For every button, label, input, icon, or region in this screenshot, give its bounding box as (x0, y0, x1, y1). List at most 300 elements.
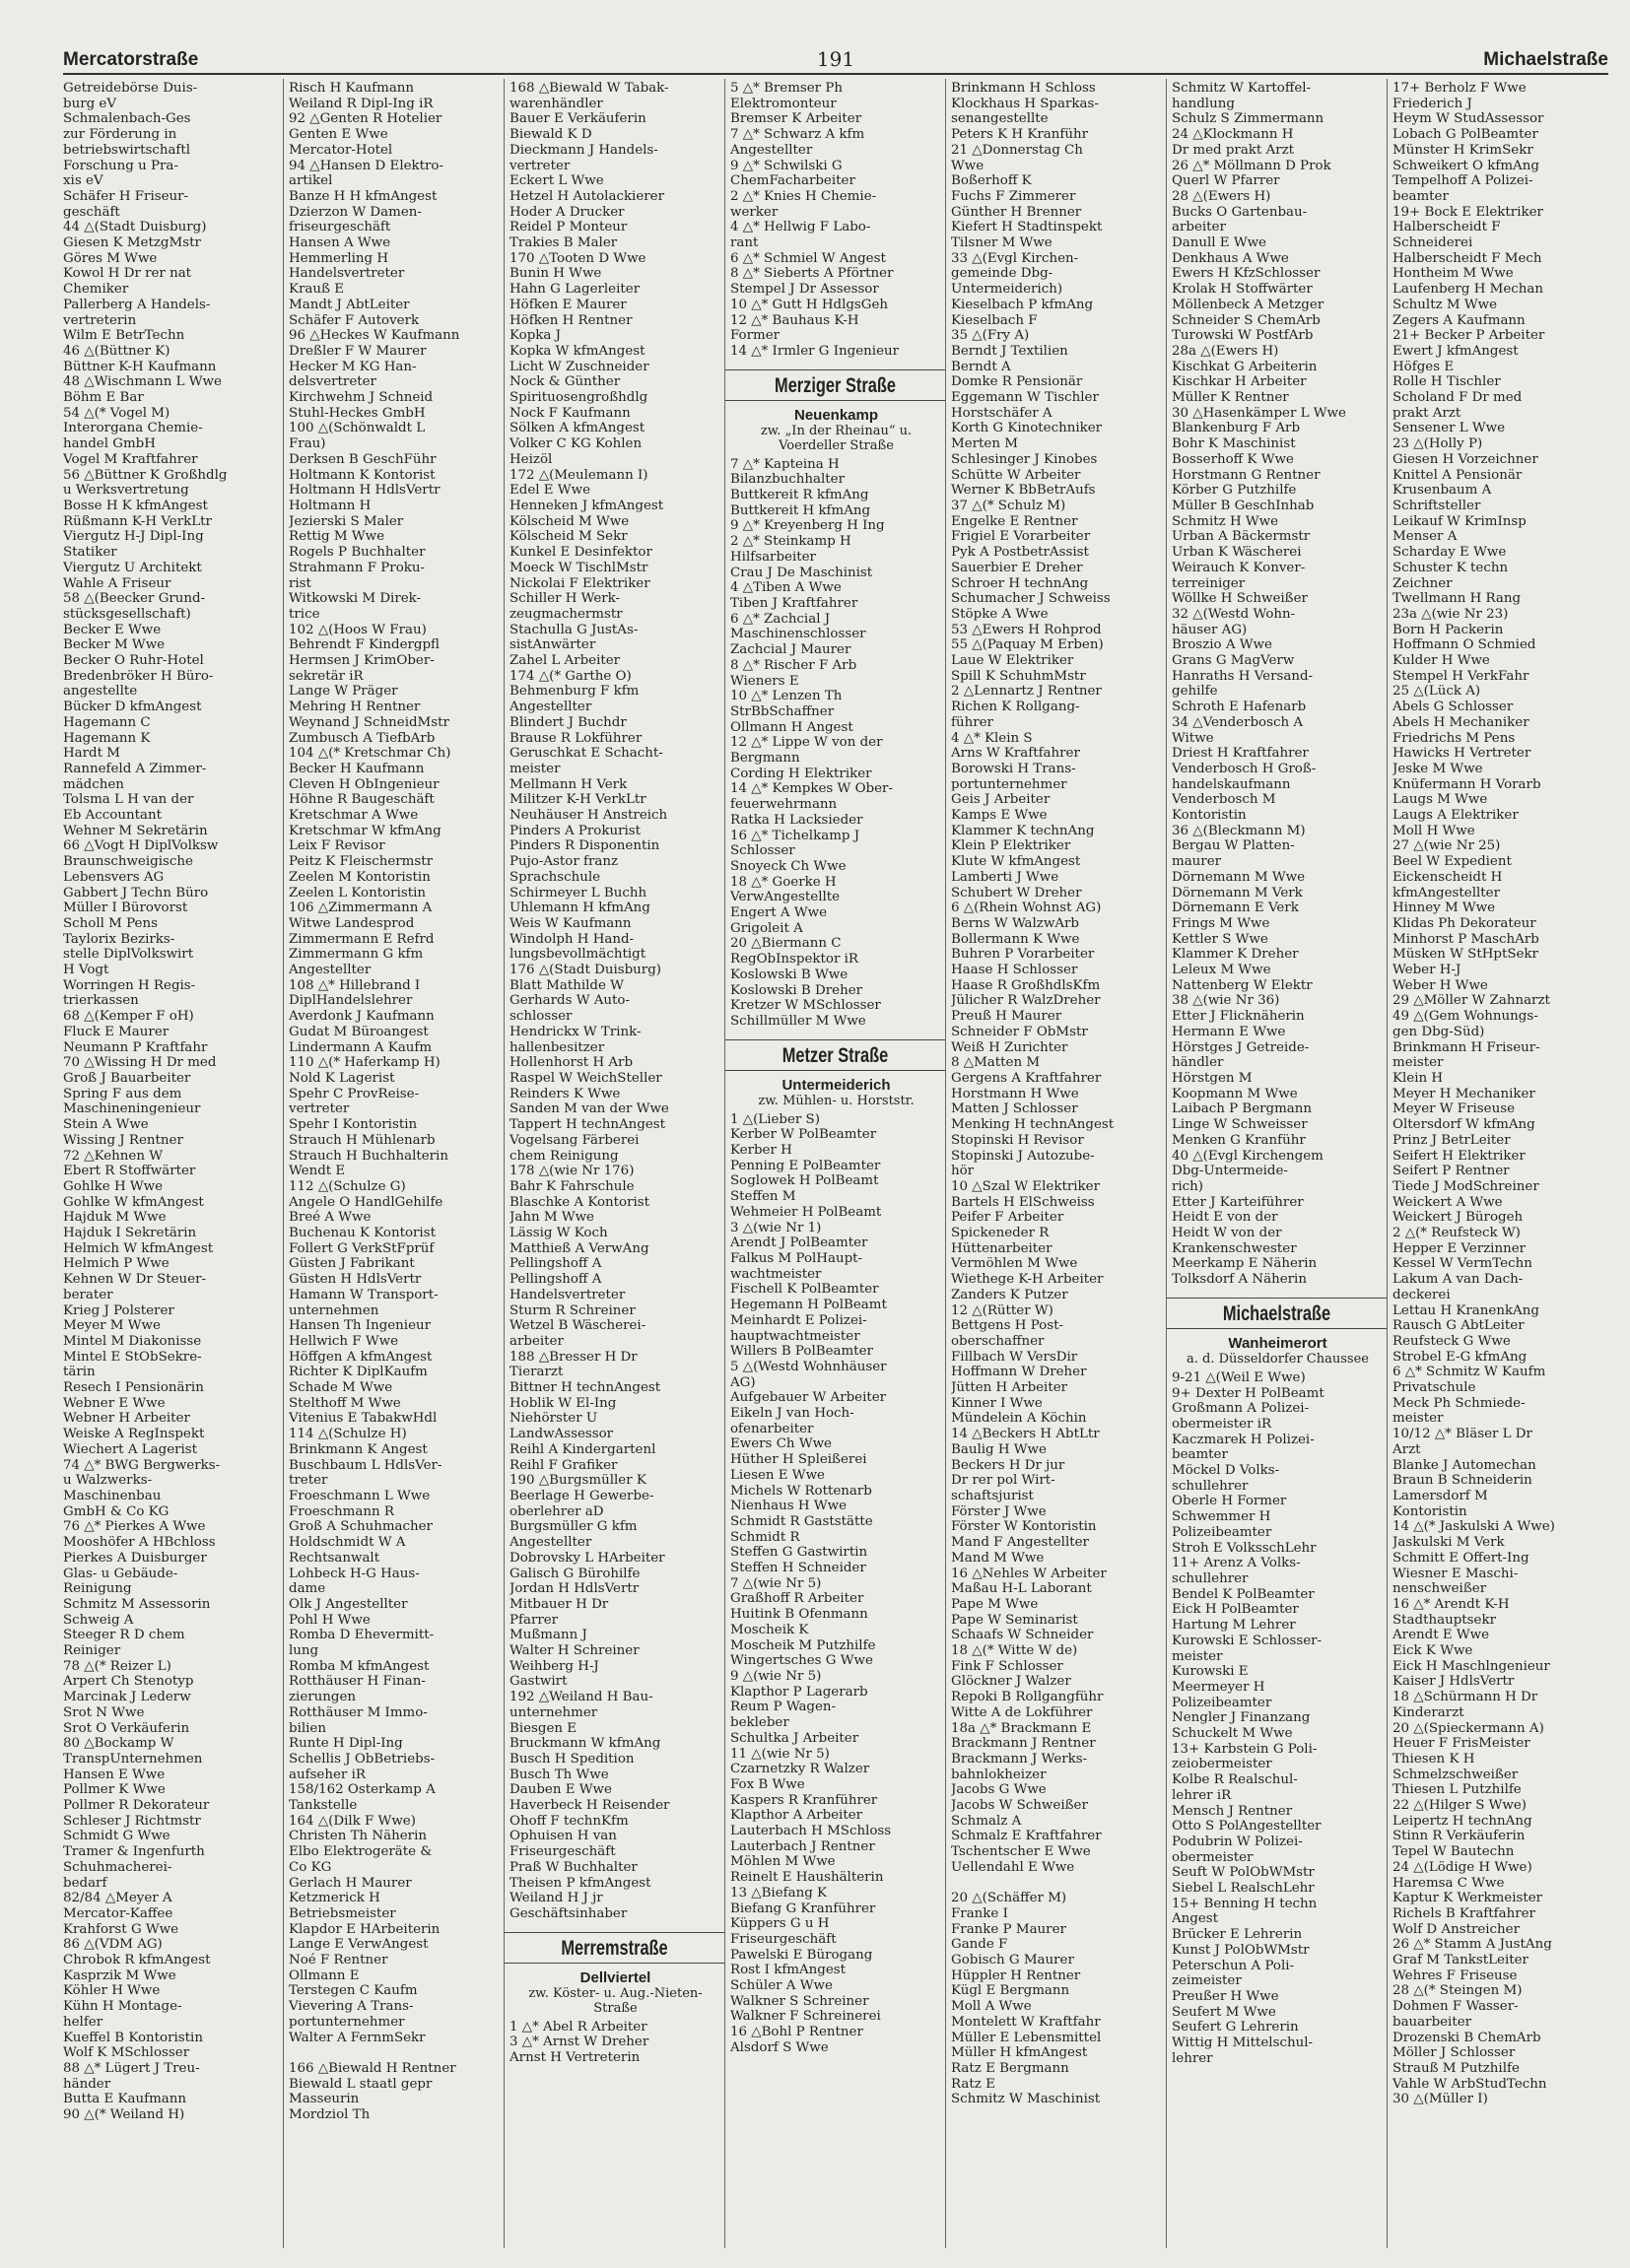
directory-entry: Schlesinger J Kinobes (951, 451, 1098, 467)
directory-entry: 16 △Nehles W Arbeiter (951, 1566, 1107, 1581)
directory-entry: 18a △* Brackmann E (951, 1720, 1092, 1736)
directory-entry: Risch H Kaufmann (289, 81, 415, 96)
directory-entry: Friederich J (1392, 96, 1472, 111)
directory-entry: Seifert H Elektriker (1392, 1148, 1526, 1164)
directory-entry: Romba M kfmAngest (289, 1658, 430, 1674)
directory-entry: Hajduk M Wwe (63, 1210, 167, 1226)
directory-entry: Stachulla G JustAs- (509, 622, 639, 637)
directory-entry: 114 △(Schulze H) (289, 1427, 407, 1442)
directory-entry: 86 △(VDM AG) (63, 1937, 163, 1953)
directory-entry: 72 △Kehnen W (63, 1148, 163, 1164)
directory-entry: Vahle W ArbStudTechn (1392, 2076, 1547, 2092)
directory-entry: Haase R GroßhdlsKfm (951, 977, 1101, 993)
directory-entry: Windolph H Hand- (509, 931, 635, 947)
directory-entry: Möller J Schlosser (1392, 2045, 1516, 2061)
directory-entry: 164 △(Dilk F Wwe) (289, 1813, 416, 1829)
directory-entry: Pape M Wwe (951, 1596, 1039, 1612)
directory-entry: Göres M Wwe (63, 250, 158, 266)
directory-entry: werker (730, 204, 779, 220)
directory-entry: Schuckelt M Wwe (1172, 1726, 1293, 1742)
directory-entry: Nienhaus H Wwe (730, 1499, 847, 1514)
directory-entry: 44 △(Stadt Duisburg) (63, 220, 207, 235)
directory-entry: 3 △(wie Nr 1) (730, 1220, 822, 1235)
directory-entry: Scharday E Wwe (1392, 545, 1507, 561)
directory-entry: Hahn G Lagerleiter (509, 282, 641, 298)
directory-columns (63, 79, 1608, 2248)
directory-entry: Stroh E VolksschLehr (1172, 1540, 1317, 1556)
directory-entry: Terstegen C Kaufm (289, 1983, 418, 1999)
directory-entry: 102 △(Hoos W Frau) (289, 622, 427, 637)
directory-entry: Berns W WalzwArb (951, 915, 1079, 931)
directory-entry: TranspUnternehmen (63, 1751, 203, 1767)
directory-entry: Groß A Schuhmacher (289, 1519, 433, 1535)
directory-entry: Bremser K Arbeiter (730, 111, 862, 127)
directory-entry: Witte A de Lokführer (951, 1704, 1093, 1720)
directory-entry: 158/162 Osterkamp A (289, 1782, 436, 1798)
directory-entry: Leikauf W KrimInsp (1392, 513, 1527, 529)
directory-entry: Steffen H Schneider (730, 1561, 866, 1576)
directory-entry: VerwAngestellte (730, 890, 841, 905)
directory-entry: Reihl F Grafiker (509, 1457, 618, 1473)
directory-entry: Reinders K Wwe (509, 1086, 621, 1101)
directory-entry: Kulder H Wwe (1392, 653, 1490, 669)
directory-entry: Blanke J Automechan (1392, 1457, 1536, 1473)
directory-entry: Klockhaus H Sparkas- (951, 96, 1099, 111)
directory-entry: 10 △Szal W Elektriker (951, 1178, 1100, 1194)
directory-entry: Peters K H Kranführ (951, 127, 1088, 143)
directory-entry: Höffgen A kfmAngest (289, 1349, 433, 1365)
directory-entry: Lettau H KranenkAng (1392, 1302, 1539, 1318)
directory-entry: Christen Th Näherin (289, 1829, 427, 1844)
directory-entry: Heizöl (509, 451, 553, 467)
directory-entry: Srot O Verkäuferin (63, 1720, 190, 1736)
directory-entry: 5 △* Bremser Ph (730, 81, 843, 96)
directory-entry: Stempel H VerkFahr (1392, 668, 1529, 684)
street-heading (505, 1932, 724, 1964)
directory-entry: Burgsmüller G kfm (509, 1519, 638, 1535)
directory-entry: Borowski H Trans- (951, 761, 1076, 776)
directory-entry: 10/12 △* Bläser L Dr (1392, 1427, 1532, 1442)
column-4 (725, 79, 946, 2248)
directory-entry: Eckert L Wwe (509, 173, 604, 189)
directory-entry: Praß W Buchhalter (509, 1859, 638, 1875)
directory-entry: Merten M (951, 436, 1018, 452)
directory-entry: Meerkamp E Näherin (1172, 1256, 1318, 1272)
directory-entry: Weiland R Dipl-Ing iR (289, 96, 434, 111)
directory-entry: Hellwich F Wwe (289, 1333, 398, 1349)
directory-entry: Stopinski H Revisor (951, 1132, 1084, 1148)
directory-entry: 68 △(Kemper F oH) (63, 1009, 194, 1025)
directory-entry: Bohr K Maschinist (1172, 436, 1296, 452)
directory-entry: Lohbeck H-G Haus- (289, 1566, 420, 1581)
directory-entry: Kinner I Wwe (951, 1395, 1043, 1411)
directory-entry: 35 △(Fry A) (951, 328, 1030, 344)
directory-entry: Werner K BbBetrAufs (951, 483, 1096, 499)
directory-entry: Niehörster U (509, 1411, 598, 1427)
directory-entry: Etter J Flicknäherin (1172, 1009, 1305, 1025)
directory-entry: Kueffel B Kontoristin (63, 2030, 203, 2045)
directory-entry: Krusenbaum A (1392, 483, 1492, 499)
column-1 (63, 79, 284, 2248)
directory-entry: vertreterin (63, 312, 137, 328)
directory-entry: Bücker D kfmAngest (63, 700, 202, 715)
directory-entry: Biewald K D (509, 127, 592, 143)
directory-entry: Schneider F ObMstr (951, 1024, 1088, 1039)
directory-entry: dame (289, 1581, 326, 1597)
directory-entry: meister (509, 761, 561, 776)
directory-entry: rich) (1172, 1178, 1204, 1194)
directory-entry: Mercator-Kaffee (63, 1905, 173, 1921)
directory-entry: Spirituosengroßhdlg (509, 390, 648, 406)
directory-entry: Glas- u Gebäude- (63, 1566, 178, 1581)
directory-entry: Krahforst G Wwe (63, 1921, 179, 1937)
directory-entry: lung (289, 1643, 319, 1659)
directory-entry: Hagemann C (63, 714, 151, 730)
directory-entry: 88 △* Lügert J Treu- (63, 2061, 200, 2076)
directory-entry: Gudat M Büroangest (289, 1024, 429, 1039)
directory-entry: warenhändler (509, 96, 603, 111)
directory-entry: Prinz J BetrLeiter (1392, 1132, 1511, 1148)
directory-entry: 24 △(Lödige H Wwe) (1392, 1859, 1532, 1875)
column-2 (284, 79, 505, 2248)
directory-entry: häuser AG) (1172, 622, 1248, 637)
directory-entry: Dbg-Untermeide- (1172, 1164, 1288, 1179)
running-head-left: Mercatorstraße (63, 49, 199, 70)
directory-entry: Pohl H Wwe (289, 1612, 371, 1628)
directory-entry: 1 △* Abel R Arbeiter (509, 2019, 647, 2035)
directory-entry: Arpert Ch Stenotyp (63, 1674, 194, 1690)
directory-entry: 54 △(* Vogel M) (63, 405, 170, 421)
directory-entry: Angele O HandlGehilfe (289, 1194, 443, 1210)
directory-entry: Venderbosch H Groß- (1172, 761, 1317, 776)
directory-entry: Ewers H KfzSchlosser (1172, 266, 1321, 282)
directory-entry: Meyer W Friseuse (1392, 1101, 1515, 1117)
directory-entry: Falkus M PolHaupt- (730, 1251, 863, 1266)
directory-entry: Lindermann A Kaufm (289, 1039, 433, 1055)
directory-entry: Hecker M KG Han- (289, 359, 417, 374)
directory-entry: Kunst J PolObWMstr (1172, 1942, 1310, 1958)
district-note: a. d. Düsseldorfer Chaussee (1187, 1351, 1369, 1367)
directory-entry: Bucks O Gartenbau- (1172, 204, 1308, 220)
directory-entry: Frau) (289, 436, 326, 452)
directory-entry: 8 △* Sieberts A Pförtner (730, 266, 894, 282)
directory-entry: Strauch H Mühlenarb (289, 1132, 436, 1148)
directory-entry: Ewert J kfmAngest (1392, 343, 1519, 359)
directory-entry: 6 △(Rhein Wohnst AG) (951, 901, 1102, 916)
directory-entry: 11+ Arenz A Volks- (1172, 1556, 1301, 1571)
directory-entry: 10 △* Gutt H HdlgsGeh (730, 297, 889, 312)
directory-entry: 178 △(wie Nr 176) (509, 1164, 635, 1179)
directory-entry: Eickenscheidt H (1392, 869, 1503, 885)
directory-entry: Eggemann W Tischler (951, 390, 1099, 406)
directory-entry: Walter A FernmSekr (289, 2030, 426, 2045)
directory-entry: bauarbeiter (1392, 2014, 1472, 2030)
directory-entry: Schultz M Wwe (1392, 297, 1498, 312)
directory-entry: Untermeiderich) (951, 282, 1063, 298)
directory-entry: Fuchs F Zimmerer (951, 188, 1076, 204)
directory-entry: oberschaffner (951, 1333, 1045, 1349)
directory-entry: Reum P Wagen- (730, 1700, 837, 1715)
directory-entry: Schlosser (730, 843, 795, 859)
directory-entry: berater (63, 1287, 113, 1302)
directory-entry: Preuß H Maurer (951, 1009, 1062, 1025)
directory-entry: Alsdorf S Wwe (730, 2039, 829, 2055)
directory-entry: Zeelen M Kontoristin (289, 869, 431, 885)
directory-entry: Zimmermann E Refrd (289, 931, 435, 947)
directory-entry: händler (1172, 1055, 1224, 1071)
directory-entry: chem Reinigung (509, 1148, 619, 1164)
directory-entry: Schellis J ObBetriebs- (289, 1751, 436, 1767)
directory-entry: Militzer K-H VerkLtr (509, 792, 646, 808)
directory-entry: Willers B PolBeamter (730, 1344, 873, 1360)
directory-entry: Huitink B Ofenmann (730, 1607, 868, 1623)
directory-entry: Pyk A PostbetrAssist (951, 545, 1089, 561)
directory-entry: Resech I Pensionärin (63, 1380, 204, 1396)
directory-entry: Engert A Wwe (730, 905, 828, 921)
directory-entry: Biewald L staatl gepr (289, 2076, 433, 2092)
directory-entry: Henneken J kfmAngest (509, 498, 664, 513)
directory-entry: 24 △Klockmann H (1172, 127, 1294, 143)
directory-entry: 10 △* Lenzen Th (730, 689, 843, 704)
directory-entry: Wahle A Friseur (63, 575, 171, 591)
directory-entry: treter (289, 1473, 328, 1489)
directory-entry: Wissing J Rentner (63, 1132, 183, 1148)
directory-entry: Müsken W StHptSekr (1392, 947, 1538, 963)
directory-entry: Möhlen M Wwe (730, 1854, 836, 1870)
directory-entry: Haase H Schlosser (951, 963, 1078, 978)
directory-entry: 13 △Biefang K (730, 1885, 828, 1901)
directory-entry: Strauch H Buchhalterin (289, 1148, 448, 1164)
directory-entry: Reiniger (63, 1643, 121, 1659)
directory-entry: Twellmann H Rang (1392, 591, 1522, 607)
directory-entry: Penning E PolBeamter (730, 1158, 881, 1173)
directory-entry: Dohmen F Wasser- (1392, 1999, 1519, 2015)
directory-entry: Otto S PolAngestellter (1172, 1819, 1322, 1834)
directory-entry: Grans G MagVerw (1172, 653, 1295, 669)
directory-entry: bahnlokheizer (951, 1767, 1047, 1782)
directory-entry: Angestellter (730, 142, 813, 158)
directory-entry: Mand M Wwe (951, 1550, 1045, 1566)
directory-entry: Ketzmerick H (289, 1891, 380, 1906)
directory-entry: Höfken E Maurer (509, 297, 627, 312)
directory-entry: 9 △(wie Nr 5) (730, 1668, 822, 1684)
directory-entry: Zahel L Arbeiter (509, 653, 621, 669)
directory-entry: Holtmann H (289, 498, 372, 513)
directory-entry: feuerwehrmann (730, 797, 838, 813)
directory-entry: Jacobs G Wwe (951, 1782, 1047, 1798)
directory-entry: Webner E Wwe (63, 1395, 166, 1411)
directory-entry: 9 △* Schwilski G (730, 158, 843, 173)
directory-entry: unternehmen (289, 1302, 379, 1318)
directory-entry: Laugs M Wwe (1392, 792, 1488, 808)
directory-entry: LandwAssessor (509, 1427, 614, 1442)
directory-entry: hauptwachtmeister (730, 1328, 860, 1344)
directory-entry: Wilm E BetrTechn (63, 328, 185, 344)
directory-entry: Lange E VerwAngest (289, 1937, 429, 1953)
directory-entry: deckerei (1392, 1287, 1451, 1302)
directory-entry: Polizeibeamter (1172, 1695, 1272, 1710)
directory-entry: lehrer iR (1172, 1787, 1232, 1803)
directory-entry: obermeister iR (1172, 1416, 1272, 1432)
directory-entry: 7 △* Kapteina H (730, 456, 840, 472)
directory-entry: Bergau W Platten- (1172, 838, 1295, 854)
directory-entry: Domke R Pensionär (951, 374, 1083, 390)
directory-entry: Leipertz H technAng (1392, 1813, 1532, 1829)
directory-entry: 192 △Weiland H Bau- (509, 1690, 653, 1705)
directory-entry: Frigiel E Vorarbeiter (951, 529, 1091, 545)
directory-entry: Schaafs W Schneider (951, 1628, 1094, 1643)
directory-entry: Fluck E Maurer (63, 1024, 170, 1039)
directory-entry: 100 △(Schönwaldt L (289, 421, 426, 436)
directory-entry: Nattenberg W Elektr (1172, 977, 1313, 993)
directory-entry: Mordziol Th (289, 2107, 371, 2123)
directory-entry: Kasprzik M Wwe (63, 1968, 176, 1983)
directory-entry: Schillmüller M Wwe (730, 1013, 866, 1029)
directory-entry: Turowski W PostfArb (1172, 328, 1314, 344)
directory-entry: Jülicher R WalzDreher (951, 993, 1101, 1009)
directory-entry: u Walzwerks- (63, 1473, 153, 1489)
directory-entry: Gohlke W kfmAngest (63, 1194, 204, 1210)
directory-entry: schaftsjurist (951, 1488, 1034, 1503)
directory-entry: Mercator-Hotel (289, 142, 393, 158)
directory-entry: händer (63, 2076, 111, 2092)
directory-entry: Angestellter (509, 700, 592, 715)
directory-entry: Berndt A (951, 359, 1011, 374)
directory-entry: Liesen E Wwe (730, 1467, 825, 1483)
directory-entry: 108 △* Hillebrand I (289, 977, 421, 993)
directory-entry: helfer (63, 2014, 103, 2030)
directory-entry: Kessel W VermTechn (1392, 1256, 1532, 1272)
directory-entry: Maschinenbau (63, 1488, 162, 1503)
directory-entry: Marcinak J Lederw (63, 1690, 191, 1705)
directory-entry: Müller I Bürovorst (63, 901, 188, 916)
directory-entry: 9 △* Kreyenberg H Ing (730, 518, 885, 534)
directory-entry: tärin (63, 1365, 96, 1380)
directory-entry: Klute W kfmAngest (951, 854, 1081, 870)
directory-entry: Tempelhoff A Polizei- (1392, 173, 1533, 189)
directory-entry: Hajduk I Sekretärin (63, 1226, 197, 1241)
directory-entry: Abels H Mechaniker (1392, 714, 1529, 730)
directory-entry: 58 △(Beecker Grund- (63, 591, 206, 607)
directory-entry: Wolf K MSchlosser (63, 2045, 190, 2061)
directory-entry: Kretzer W MSchlosser (730, 998, 881, 1014)
directory-entry: 26 △* Möllmann D Prok (1172, 158, 1331, 173)
directory-entry: Rechtsanwalt (289, 1550, 380, 1566)
directory-entry: 6 △* Schmitz W Kaufm (1392, 1365, 1546, 1380)
directory-entry: Kurowski E Schlosser- (1172, 1633, 1323, 1648)
directory-entry: Edel E Wwe (509, 483, 590, 499)
directory-entry: Koopmann M Wwe (1172, 1086, 1298, 1101)
directory-entry: Reihl A Kindergartenl (509, 1441, 656, 1457)
directory-entry: Buchenau K Kontorist (289, 1226, 436, 1241)
directory-entry: Taylorix Bezirks- (63, 931, 175, 947)
directory-entry: Moscheik M Putzhilfe (730, 1637, 876, 1653)
directory-entry: Arnst H Vertreterin (509, 2050, 641, 2066)
directory-entry: Schroer H technAng (951, 575, 1089, 591)
directory-entry: Mintel M Diakonisse (63, 1333, 202, 1349)
directory-entry: Heuer F FrisMeister (1392, 1736, 1530, 1752)
directory-entry: Müller E Lebensmittel (951, 2030, 1102, 2045)
directory-entry: Giesen K MetzgMstr (63, 235, 201, 251)
directory-entry: Zachcial J Maurer (730, 642, 851, 658)
directory-entry: Peitz K Fleischermstr (289, 854, 434, 870)
directory-entry: Klapdor E HArbeiterin (289, 1921, 441, 1937)
directory-entry: Kopka J (509, 328, 561, 344)
directory-entry: meister (1172, 1648, 1223, 1664)
directory-entry: maurer (1172, 854, 1222, 870)
directory-entry (951, 1876, 1163, 1892)
street-heading (725, 1039, 945, 1071)
directory-entry: Müller B GeschInhab (1172, 498, 1315, 513)
directory-entry: Hemmerling H (289, 250, 389, 266)
directory-entry: Privatschule (1392, 1380, 1476, 1396)
district-name: Dellviertel (579, 1968, 651, 1986)
directory-entry: Danull E Wwe (1172, 235, 1266, 251)
directory-entry: 66 △Vogt H DiplVolksw (63, 838, 219, 854)
directory-entry: Weihberg H-J (509, 1658, 599, 1674)
directory-entry: Schmalz A (951, 1813, 1022, 1829)
directory-entry: Kölscheid M Sekr (509, 529, 628, 545)
directory-entry: Spehr C ProvReise- (289, 1086, 420, 1101)
directory-entry: Repoki B Rollgangführ (951, 1690, 1104, 1705)
directory-entry: hallenbesitzer (509, 1039, 605, 1055)
directory-entry: Hinney M Wwe (1392, 901, 1496, 916)
directory-entry: 23 △(Holly P) (1392, 436, 1483, 452)
directory-entry: 12 △* Lippe W von der (730, 735, 883, 751)
directory-entry: 36 △(Bleckmann M) (1172, 823, 1306, 838)
directory-entry: xis eV (63, 173, 103, 189)
directory-entry: Laufenberg H Mechan (1392, 282, 1544, 298)
directory-entry: Hollenhorst H Arb (509, 1055, 634, 1071)
directory-entry: Franke I (951, 1905, 1008, 1921)
directory-entry: Elbo Elektrogeräte & (289, 1844, 433, 1860)
directory-entry: 70 △Wissing H Dr med (63, 1055, 217, 1071)
directory-entry: Kaczmarek H Polizei- (1172, 1432, 1315, 1447)
directory-entry: Kontoristin (1392, 1503, 1467, 1519)
directory-entry: Weber H Wwe (1392, 977, 1488, 993)
directory-entry: Gohlke H Wwe (63, 1178, 164, 1194)
directory-entry: Menser A (1392, 529, 1458, 545)
directory-entry: 7 △* Schwarz A kfm (730, 127, 865, 143)
directory-entry: Richen K Rollgang- (951, 700, 1080, 715)
directory-entry: DiplHandelslehrer (289, 993, 413, 1009)
directory-entry: Theisen P kfmAngest (509, 1875, 651, 1891)
directory-entry: beamter (1172, 1447, 1228, 1463)
directory-entry: Becker H Kaufmann (289, 761, 425, 776)
directory-entry: zur Förderung in (63, 127, 177, 143)
directory-entry: Derksen B GeschFühr (289, 451, 437, 467)
directory-entry: Moscheik K (730, 1622, 809, 1637)
directory-entry: Schleser J Richtmstr (63, 1813, 201, 1829)
directory-entry: Behrendt F Kindergpfl (289, 637, 440, 653)
directory-entry: Kolbe R Realschul- (1172, 1772, 1298, 1788)
directory-entry: Hendrickx W Trink- (509, 1024, 642, 1039)
directory-entry: Weirauch K Konver- (1172, 560, 1306, 575)
directory-entry: Wolf D Anstreicher (1392, 1921, 1521, 1937)
directory-entry: Wittig H Mittelschul- (1172, 2035, 1314, 2051)
directory-entry: Bettgens H Post- (951, 1318, 1064, 1334)
directory-entry: Horstmann G Rentner (1172, 467, 1321, 483)
directory-entry: schullehrer (1172, 1478, 1249, 1494)
directory-entry: Jordan H HdlsVertr (509, 1581, 640, 1597)
directory-entry: 28a △(Ewers H) (1172, 343, 1279, 359)
directory-entry: Hardt M (63, 746, 120, 762)
directory-entry: Gobisch G Maurer (951, 1953, 1074, 1968)
directory-entry: Mußmann J (509, 1628, 587, 1643)
directory-entry: Busch Th Wwe (509, 1767, 609, 1782)
directory-entry: Cording H Elektriker (730, 766, 872, 781)
directory-entry: Mellmann H Verk (509, 776, 628, 792)
